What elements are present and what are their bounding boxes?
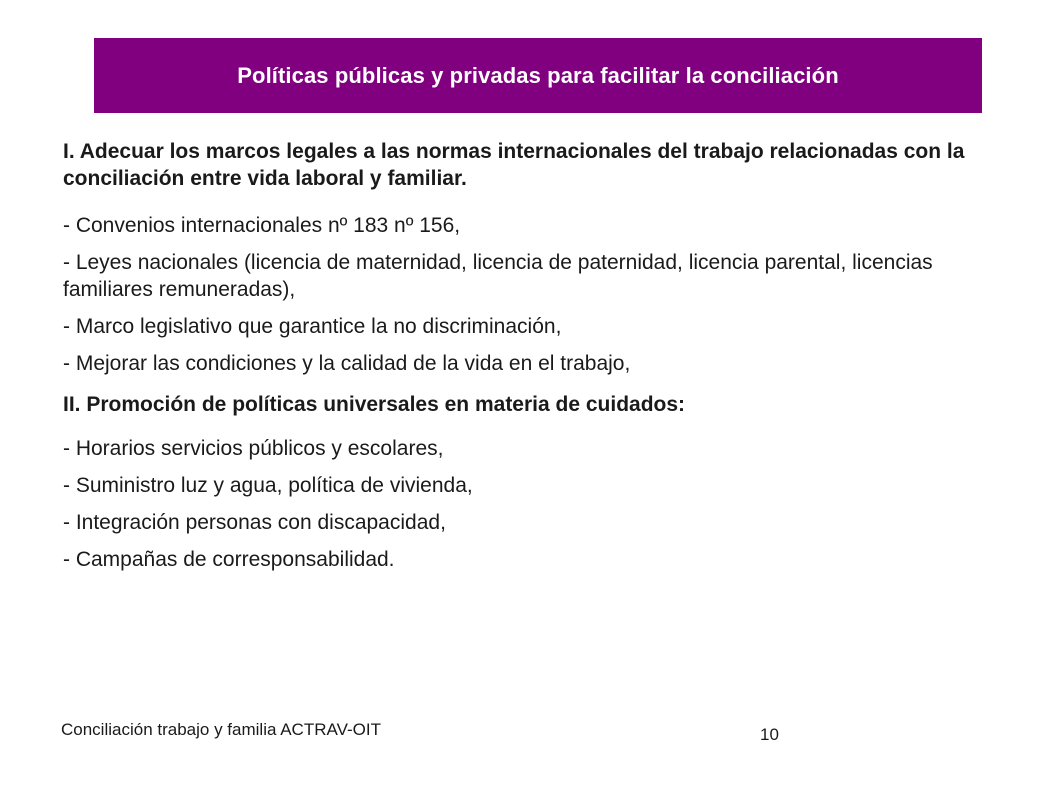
slide-title: Políticas públicas y privadas para facilitar la conciliación bbox=[237, 62, 839, 88]
page-number: 10 bbox=[760, 725, 779, 744]
section-2-item-co-responsibility: - Campañas de corresponsabilidad. bbox=[63, 548, 395, 571]
section-1-item-legal-framework: - Marco legislativo que garantice la no discriminación, bbox=[63, 315, 562, 338]
footer-label: Conciliación trabajo y familia ACTRAV-OIT bbox=[61, 720, 381, 739]
section-1-heading: I. Adecuar los marcos legales a las normas internacionales del trabajo relacionadas con la conciliación entre vida laboral y familiar. bbox=[63, 140, 965, 190]
section-2-item-utilities-housing: - Suministro luz y agua, política de vivienda, bbox=[63, 474, 473, 497]
section-2-item-schedules: - Horarios servicios públicos y escolares, bbox=[63, 437, 444, 460]
section-2-item-disability-integration: - Integración personas con discapacidad, bbox=[63, 511, 446, 534]
section-1-item-national-laws: - Leyes nacionales (licencia de maternidad, licencia de paternidad, licencia parental, licencias familiares remuneradas), bbox=[63, 251, 933, 301]
section-1-item-working-conditions: - Mejorar las condiciones y la calidad de la vida en el trabajo, bbox=[63, 352, 631, 375]
slide-content bbox=[63, 138, 983, 573]
section-2-heading: II. Promoción de políticas universales en materia de cuidados: bbox=[63, 393, 686, 416]
section-1-item-conventions: - Convenios internacionales nº 183 nº 156, bbox=[63, 214, 461, 237]
title-bar bbox=[94, 38, 982, 113]
